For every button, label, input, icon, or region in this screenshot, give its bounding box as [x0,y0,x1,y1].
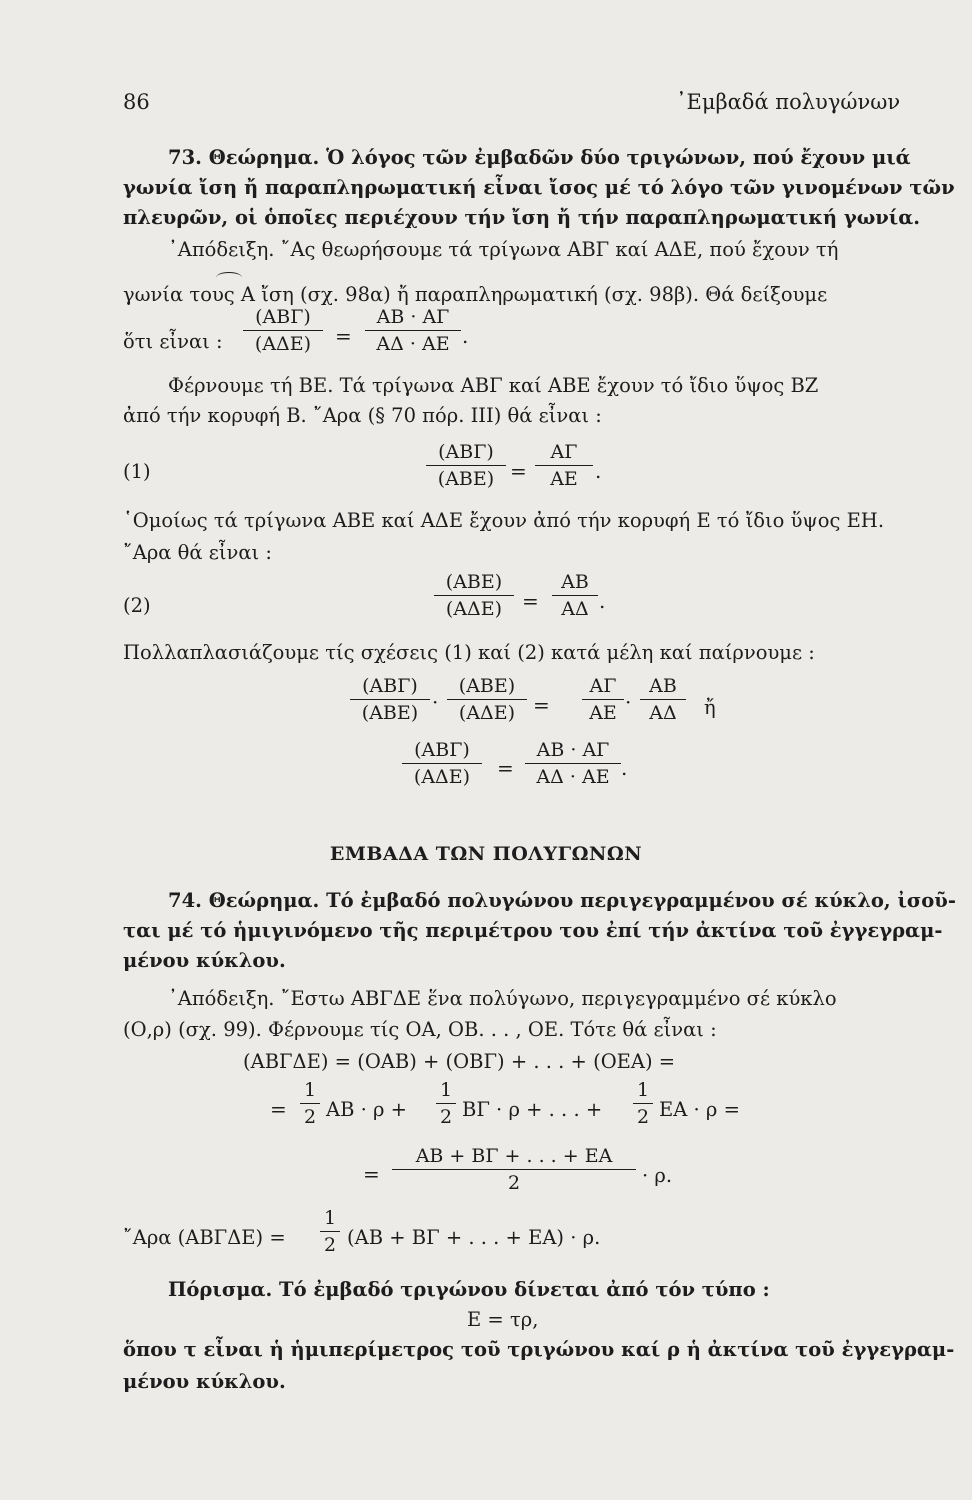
half-den: 2 [636,1106,650,1128]
conclusion-half [320,1206,340,1257]
eq2-left-num: (ΑΒΕ) [434,570,514,596]
half-den: 2 [323,1234,337,1256]
half-num: 1 [300,1078,320,1104]
eq3-equals: = [533,693,550,717]
half-den: 2 [439,1106,453,1128]
half-num: 1 [633,1078,653,1104]
eq0-left-fraction [243,305,323,356]
theorem-73-line-3: πλευρῶν, οἱ ὁποῖες περιέχουν τήν ἴση ἤ τήν παραπληρωματική γωνία. [123,206,921,229]
proof-73-line-5: ῾Ομοίως τά τρίγωνα ΑΒΕ καί ΑΔΕ ἔχουν ἀπό τήν κορυφή Ε τό ἴδιο ὕψος ΕΗ. [123,509,885,532]
proof-73-line-6: ῎Αρα θά εἶναι : [123,541,272,564]
eq1-period: . [595,459,602,483]
eq1-label: (1) [123,460,151,483]
section-heading: ΕΜΒΑΔΑ ΤΩΝ ΠΟΛΥΓΩΝΩΝ [329,843,643,865]
eq2-period: . [599,589,606,613]
conclusion-right: (ΑΒ + ΒΓ + . . . + ΕΑ) · ρ. [347,1226,601,1249]
eq0-period: . [462,324,469,348]
theorem-74-line-3: μένου κύκλου. [123,949,286,972]
eq3-f4-den: ΑΔ [649,702,677,724]
eq2-right-den: ΑΔ [561,598,589,620]
eq2-equals: = [522,589,539,613]
corollary-line-3: μένου κύκλου. [123,1370,286,1393]
corollary-formula: Ε = τρ, [467,1308,539,1331]
eq4-left-den: (ΑΔΕ) [413,766,471,788]
eq1-right-fraction [535,440,593,491]
eq2-label: (2) [123,594,151,617]
eq1-left-fraction [426,440,506,491]
eq4-right-fraction [525,738,621,789]
eq1-right-den: ΑΕ [550,468,578,490]
eq2-left-fraction [434,570,514,621]
eq0-equals: = [335,324,352,348]
eq3-f1-num: (ΑΒΓ) [350,674,430,700]
proof-73-line-1: ᾿Απόδειξη. ῎Ας θεωρήσουμε τά τρίγωνα ΑΒΓ καί ΑΔΕ, πού ἔχουν τή [168,238,839,261]
eq3-fraction-4 [640,674,686,725]
equation-a: (ΑΒΓΔΕ) = (ΟΑΒ) + (ΟΒΓ) + . . . + (ΟΕΑ) = [243,1050,676,1073]
eq4-period: . [621,756,628,780]
eq3-fraction-2 [447,674,527,725]
eq0-left-den: (ΑΔΕ) [254,333,312,355]
half-fraction-2 [436,1078,456,1129]
equation-c-equals: = [363,1162,380,1186]
equation-c-den: 2 [507,1172,521,1194]
eq3-f3-den: ΑΕ [589,702,617,724]
half-fraction-1 [300,1078,320,1129]
page-number: 86 [123,90,150,114]
eq1-left-den: (ΑΒΕ) [437,468,495,490]
eq2-left-den: (ΑΔΕ) [445,598,503,620]
half-fraction-3 [633,1078,653,1129]
proof-74-line-1: ᾿Απόδειξη. ῎Εστω ΑΒΓΔΕ ἕνα πολύγωνο, περιγεγραμμένο σέ κύκλο [168,987,837,1010]
eq1-left-num: (ΑΒΓ) [426,440,506,466]
eq3-fraction-1 [350,674,430,725]
eq2-right-fraction [552,570,598,621]
eq4-left-fraction [402,738,482,789]
eq3-or: ἤ [704,696,716,719]
half-den: 2 [303,1106,317,1128]
equation-c-fraction [392,1144,636,1195]
eq4-equals: = [497,756,514,780]
half-num: 1 [436,1078,456,1104]
equation-c-num: ΑΒ + ΒΓ + . . . + ΕΑ [392,1144,636,1170]
proof-73-line-2: γωνία τους Α ἴση (σχ. 98α) ἤ παραπληρωματική (σχ. 98β). Θά δείξουμε [123,283,828,306]
eq3-f1-den: (ΑΒΕ) [361,702,419,724]
proof-73-line-7: Πολλαπλασιάζουμε τίς σχέσεις (1) καί (2) κατά μέλη καί παίρνουμε : [123,641,815,664]
equation-b-equals: = [270,1097,287,1121]
eq3-f3-num: ΑΓ [582,674,624,700]
equation-b-term-2: ΒΓ · ρ + . . . + [462,1098,603,1121]
conclusion-left: ῎Αρα (ΑΒΓΔΕ) = [123,1226,286,1249]
eq3-f2-num: (ΑΒΕ) [447,674,527,700]
theorem-73-line-1: 73. Θεώρημα. Ὁ λόγος τῶν ἐμβαδῶν δύο τριγώνων, πού ἔχουν μιά [168,146,911,169]
eq3-dot-2: · [625,690,632,714]
eq4-right-den: ΑΔ · ΑΕ [536,766,610,788]
proof-74-line-2: (Ο,ρ) (σχ. 99). Φέρνουμε τίς ΟΑ, ΟΒ. . . , ΟΕ. Τότε θά εἶναι : [123,1018,717,1041]
corollary-line-2: ὅπου τ εἶναι ἡ ἡμιπερίμετρος τοῦ τριγώνου καί ρ ἡ ἀκτίνα τοῦ ἐγγεγραμ- [123,1338,955,1361]
corollary-line-1: Πόρισμα. Τό ἐμβαδό τριγώνου δίνεται ἀπό τόν τύπο : [168,1278,770,1301]
running-title: ᾿Εμβαδά πολυγώνων [676,90,901,114]
equation-b-term-1: ΑΒ · ρ + [326,1098,408,1121]
eq4-right-num: ΑΒ · ΑΓ [525,738,621,764]
proof-73-line-3: Φέρνουμε τή ΒΕ. Τά τρίγωνα ΑΒΓ καί ΑΒΕ ἔχουν τό ἴδιο ὕψος ΒΖ [168,374,819,397]
eq3-f2-den: (ΑΔΕ) [458,702,516,724]
equation-c-tail: · ρ. [642,1164,673,1187]
oti-label: ὅτι εἶναι : [123,330,223,353]
eq0-right-num: ΑΒ · ΑΓ [365,305,461,331]
theorem-74-line-1: 74. Θεώρημα. Τό ἐμβαδό πολυγώνου περιγεγραμμένου σέ κύκλο, ἰσοῦ- [168,889,956,912]
eq3-f4-num: ΑΒ [640,674,686,700]
theorem-73-line-2: γωνία ἴση ἤ παραπληρωματική εἶναι ἴσος μέ τό λόγο τῶν γινομένων τῶν [123,176,955,199]
eq4-left-num: (ΑΒΓ) [402,738,482,764]
eq0-right-den: ΑΔ · ΑΕ [376,333,450,355]
theorem-74-line-2: ται μέ τό ἡμιγινόμενο τῆς περιμέτρου του ἐπί τήν ἀκτίνα τοῦ ἐγγεγραμ- [123,919,943,942]
eq3-dot-1: · [432,690,439,714]
proof-73-line-4: ἀπό τήν κορυφή Β. ῎Αρα (§ 70 πόρ. ΙΙΙ) θά εἶναι : [123,404,602,427]
eq2-right-num: ΑΒ [552,570,598,596]
eq3-fraction-3 [582,674,624,725]
eq0-left-num: (ΑΒΓ) [243,305,323,331]
eq1-right-num: ΑΓ [535,440,593,466]
eq0-right-fraction [365,305,461,356]
half-num: 1 [320,1206,340,1232]
eq1-equals: = [510,459,527,483]
equation-b-term-3: ΕΑ · ρ = [659,1098,740,1121]
